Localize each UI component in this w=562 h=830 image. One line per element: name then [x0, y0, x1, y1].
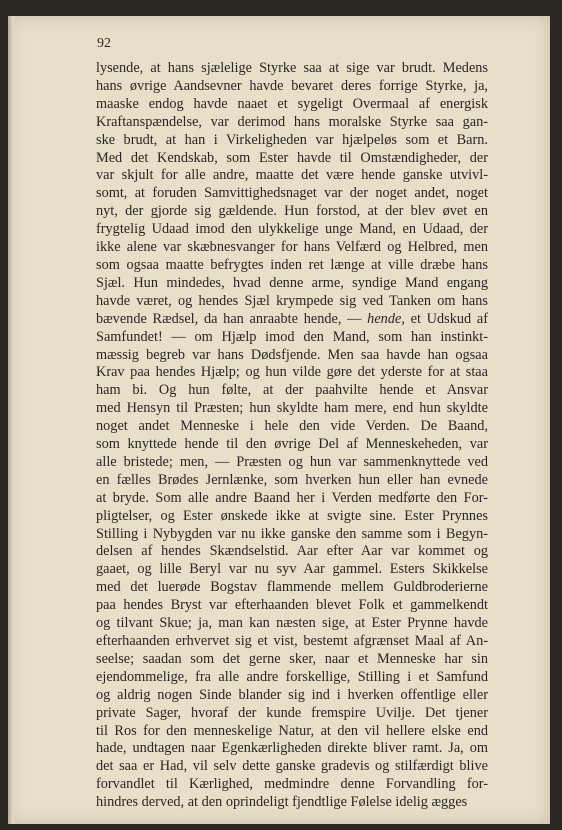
text-line: Sjæl. Hun mindedes, hvad denne arme, syndige Mand engang: [96, 274, 488, 291]
text-line: bævende Rædsel, da han anraabte hende, — hende, et Udskud af: [96, 310, 488, 327]
text-line: mæssig begreb var hans Dødsfjende. Men saa havde han ogsaa: [96, 346, 488, 363]
text-line: til Ros for den menneskelige Natur, at den vil hellere elske end: [96, 722, 488, 739]
text-line: med Hensyn til Præsten; hun skyldte ham mere, end hun skyldte: [96, 400, 488, 417]
text-line: Kraftanspændelse, var derimod hans moralske Styrke saa gan-: [96, 113, 488, 130]
text-line: havde været, og hendes Sjæl krympede sig ved Tanken om hans: [96, 292, 488, 309]
text-line: hans øvrige Aandsevner havde bevaret deres forrige Styrke, ja,: [96, 77, 488, 94]
text-line: efterhaanden erhvervet sig et vist, bestemt afgrænset Maal af An-: [96, 633, 488, 649]
text-line: ejendommelige, fra alle andre forskellige, Stilling i et Samfund: [96, 668, 488, 685]
text-line: ham bi. Og hun følte, at der paahvilte hende et Ansvar: [96, 382, 488, 399]
text-line: paa hendes Bryst var efterhaanden blevet Folk et gammelkendt: [96, 597, 488, 614]
emphasis: hende: [367, 310, 402, 327]
text-line: som knyttede hende til den øvrige Del af Menneskeheden, var: [96, 436, 488, 453]
page-spine-shadow: [8, 16, 14, 824]
text-line: maaske endog havde naaet et sygeligt Overmaal af energisk: [96, 95, 488, 112]
page-number: 92: [97, 36, 111, 51]
text-line: frygtelig Udaad imod den ulykkelige unge Mand, en Udaad, der: [96, 221, 488, 238]
text-line: ikke alene var skæbnesvanger for hans Velfærd og Helbred, men: [96, 239, 488, 256]
text-line: noget andet Menneske i hele den vide Verden. De Baand,: [96, 418, 488, 435]
text-line: og aldrig nogen Sinde blander sig ind i hverken offentlige eller: [96, 686, 488, 703]
text-line: det saa er Had, vil selv dette ganske gradevis og stilfærdigt blive: [96, 758, 488, 775]
text-line: var skjult for alle andre, maatte det være hende ganske utvivl-: [96, 167, 488, 184]
text-line: at bryde. Som alle andre Baand her i Verden medførte den For-: [96, 489, 488, 506]
text-line: seelse; saadan som det gerne sker, naar et Menneske har sin: [96, 650, 488, 667]
text-line: delsen af hendes Skændselstid. Aar efter Aar var kommet og: [96, 543, 488, 560]
text-line: private Sager, hvoraf der kunde fremspire Uvilje. Det tjener: [96, 704, 488, 721]
text-line: som ogsaa maatte befrygtes inden ret længe at ville dræbe hans: [96, 256, 488, 273]
text-line: hade, undtagen naar Egenkærligheden direkte bliver ramt. Ja, om: [96, 740, 488, 757]
text-line: Krav paa hendes Hjælp; og hun vilde gøre det yderste for at staa: [96, 364, 488, 381]
text-line: og tilvant Skue; ja, man kan næsten sige, at Ester Prynne havde: [96, 615, 488, 632]
text-line: nyt, der gjorde sig gældende. Hun forstod, at der blev øvet en: [96, 203, 488, 220]
text-line: forvandlet til Kærlighed, medmindre denne Forvandling for-: [96, 776, 488, 793]
text-line: Samfundet! — om Hjælp imod den Mand, som han instinkt-: [96, 328, 488, 345]
text-line: ske brudt, at han i Virkeligheden var hjælpeløs som et Barn.: [96, 131, 488, 148]
text-line: Med det Kendskab, som Ester havde til Omstændigheder, der: [96, 149, 488, 166]
text-line: Stilling i Nybygden var nu ikke ganske den samme som i Begyn-: [96, 525, 488, 542]
text-line: en fælles Brødes Jernlænke, som hverken hun eller han evnede: [96, 471, 488, 488]
text-line: alle bristede; men, — Præsten og hun var sammenknyttede ved: [96, 453, 488, 470]
body-text: [96, 60, 488, 812]
text-line: gaaet, og lille Beryl var nu syv Aar gammel. Esters Skikkelse: [96, 561, 488, 578]
text-line: somt, at foruden Samvittighedsnaget var der noget andet, noget: [96, 185, 488, 202]
text-line: med det luerøde Bogstav flammende mellem Guldbroderierne: [96, 579, 488, 596]
text-line: lysende, at hans sjælelige Styrke saa at sige var brudt. Medens: [96, 60, 488, 76]
text-line: hindres derved, at den oprindeligt fjendtlige Følelse idelig ægges: [96, 794, 468, 811]
text-line: pligtelser, og Ester ønskede ikke at svigte sine. Ester Prynnes: [96, 507, 488, 524]
